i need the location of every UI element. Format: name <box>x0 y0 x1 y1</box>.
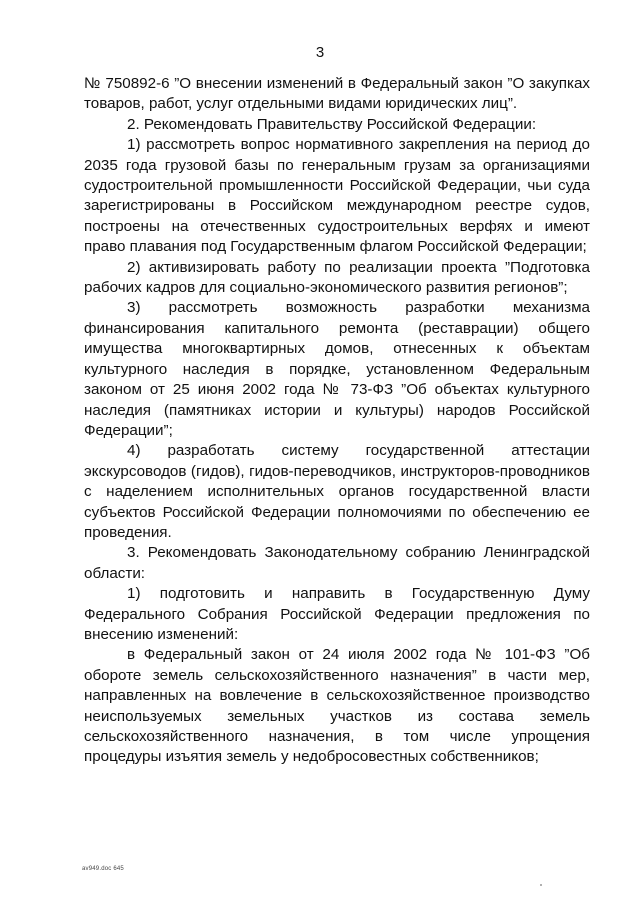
document-body <box>84 74 590 768</box>
footer-document-code: av949.doc 645 <box>82 866 124 872</box>
paragraph-recommend-government: 2. Рекомендовать Правительству Российской Федерации: <box>127 115 537 133</box>
paragraph-item-cargo-base: 1) рассмотреть вопрос нормативного закрепления на период до 2035 года грузовой базы по генеральным грузам за организациями судостроительной промышленности Российской Федерации, чьи суда зарегистрированы в Российском международном реестре судов, построены на отечественных судостроительных верфях и имеют право плавания под Государственным флагом Российской Федерации; <box>84 136 590 256</box>
paragraph-land-law-amendment: в Федеральный закон от 24 июля 2002 года № 101-ФЗ ”Об обороте земель сельскохозяйственного назначения” в части мер, направленных на вовлечение в сельскохозяйственное производство неиспользуемых земельных участков из состава земель сельскохозяйственного назначения, в том числе упрощения процедуры изъятия земель у недобросовестных собственников; <box>84 646 590 766</box>
page-number: 3 <box>315 44 325 61</box>
paragraph-law-reference: № 750892-6 ”О внесении изменений в Федеральный закон ”О закупках товаров, работ, услуг отдельными видами юридических лиц”. <box>84 75 590 113</box>
paragraph-recommend-assembly: 3. Рекомендовать Законодательному собранию Ленинградской области: <box>84 544 590 582</box>
scan-speck <box>540 884 542 886</box>
paragraph-item-prepare-proposals: 1) подготовить и направить в Государственную Думу Федерального Собрания Российской Федерации предложения по внесению изменений: <box>84 585 590 643</box>
paragraph-item-workforce: 2) активизировать работу по реализации проекта ”Подготовка рабочих кадров для социально-экономического развития регионов”; <box>84 258 590 297</box>
paragraph-item-heritage-repair: 3) рассмотреть возможность разработки механизма финансирования капитального ремонта (реставрации) общего имущества многоквартирных домов, отнесенных к объектам культурного наследия в порядке, установленном Федеральным законом от 25 июня 2002 года № 73-ФЗ ”Об объектах культурного наследия (памятниках истории и культуры) народов Российской Федерации”; <box>84 299 590 439</box>
paragraph-item-guide-certification: 4) разработать систему государственной аттестации экскурсоводов (гидов), гидов-переводчиков, инструкторов-проводников с наделением исполнительных органов государственной власти субъектов Российской Федерации полномочиями по обеспечению ее проведения. <box>84 442 590 541</box>
